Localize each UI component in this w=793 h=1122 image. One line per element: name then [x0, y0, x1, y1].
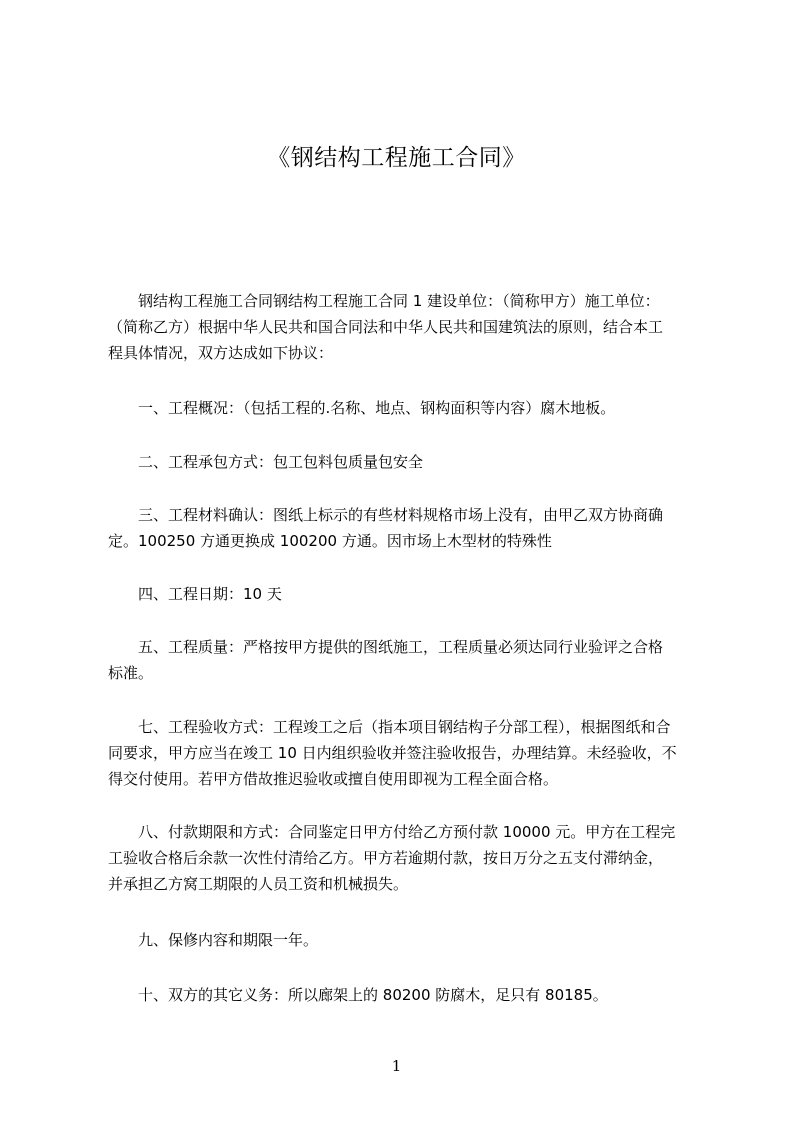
paragraph-clause-2	[108, 449, 708, 475]
paragraph-clause-7	[108, 714, 708, 792]
paragraph-intro	[108, 288, 708, 366]
paragraph-clause-4	[108, 581, 708, 607]
text-line: 五、工程质量：严格按甲方提供的图纸施工，工程质量必须达同行业验评之合格	[108, 638, 664, 656]
text-line: 钢结构工程施工合同钢结构工程施工合同 1 建设单位：（简称甲方）施工单位：	[108, 292, 660, 310]
text-line: 二、工程承包方式：包工包料包质量包安全	[108, 453, 424, 471]
text-line: 四、工程日期：10 天	[108, 585, 282, 603]
paragraph-clause-8	[108, 819, 708, 897]
text-line: 同要求，甲方应当在竣工 10 日内组织验收并签注验收报告，办理结算。未经验收，不	[108, 744, 677, 762]
document-title: 《钢结构工程施工合同》	[267, 145, 526, 171]
page-number: 1	[391, 1057, 402, 1075]
paragraph-clause-9	[108, 927, 708, 953]
text-line: 工验收合格后余款一次性付清给乙方。甲方若逾期付款，按日万分之五支付滞纳金，	[108, 849, 664, 867]
paragraph-clause-1	[108, 395, 708, 421]
text-line: 九、保修内容和期限一年。	[108, 931, 319, 949]
text-line: 得交付使用。若甲方借故推迟验收或擅自使用即视为工程全面合格。	[108, 770, 559, 788]
text-line: （简称乙方）根据中华人民共和国合同法和中华人民共和国建筑法的原则，结合本工	[108, 318, 664, 336]
text-line: 三、工程材料确认：图纸上标示的有些材料规格市场上没有，由甲乙双方协商确	[108, 506, 664, 524]
text-line: 七、工程验收方式：工程竣工之后（指本项目钢结构子分部工程），根据图纸和合	[108, 718, 671, 736]
paragraph-clause-3	[108, 502, 708, 554]
paragraph-clause-5	[108, 634, 708, 686]
text-line: 一、工程概况：（包括工程的.名称、地点、钢构面积等内容）腐木地板。	[108, 399, 616, 417]
text-line: 十、双方的其它义务：所以廊架上的 80200 防腐木，足只有 80185。	[108, 986, 608, 1004]
text-line: 标准。	[108, 664, 154, 682]
paragraph-clause-10	[108, 982, 708, 1008]
text-line: 八、付款期限和方式：合同鉴定日甲方付给乙方预付款 10000 元。甲方在工程完	[108, 823, 676, 841]
text-line: 程具体情况，双方达成如下协议：	[108, 344, 334, 362]
text-line: 并承担乙方窝工期限的人员工资和机械损失。	[108, 875, 409, 893]
text-line: 定。100250 方通更换成 100200 方通。因市场上木型材的特殊性	[108, 532, 552, 550]
